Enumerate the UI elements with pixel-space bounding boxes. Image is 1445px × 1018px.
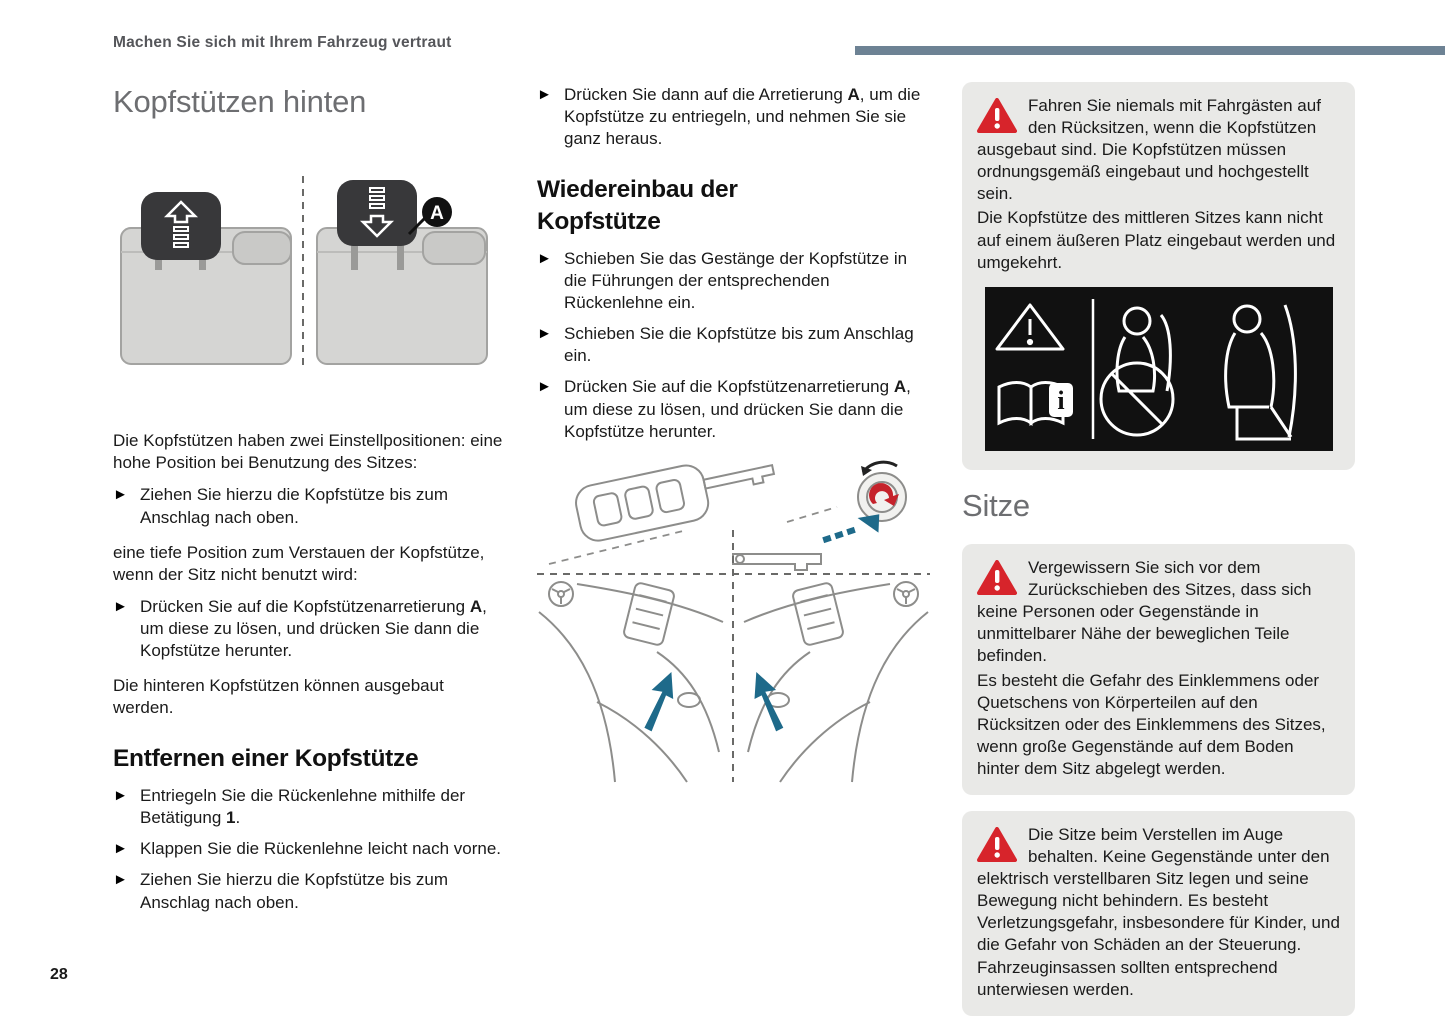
paragraph: Die Kopfstützen haben zwei Einstellpositionen: eine hohe Position bei Benutzung des Sitzes: [113, 431, 503, 473]
rear-headrest-illustration [113, 174, 495, 368]
bullet-text: Schieben Sie das Gestänge der Kopfstütze in die Führungen der entsprechenden Rückenlehne ein. [564, 248, 908, 313]
triangle-bullet-icon: ► [537, 378, 552, 396]
instruction-bullet [113, 484, 506, 528]
chapter-accent-bar [855, 46, 1445, 55]
warning-text: Vergewissern Sie sich vor dem Zurückschieben des Sitzes, dass sich keine Personen oder Gegenstände in unmittelbarer Nähe der beweglichen Teile befinden. [977, 558, 1312, 666]
warning-text: Die Sitze beim Verstellen im Auge behalten. Keine Gegenstände unter den elektrisch verstellbaren Sitz legen und seine Bewegung nicht behindern. Es besteht Verletzungsgefahr, insbesondere für Kinder, und die Gefahr von Schäden an der Steuerung. Fahrzeuginsassen sollten entsprechend unterwiesen werden. [977, 824, 1340, 999]
triangle-bullet-icon: ► [113, 871, 128, 889]
bullet-text: Ziehen Sie hierzu die Kopfstütze bis zum Anschlag nach oben. [140, 870, 449, 912]
triangle-bullet-icon: ► [113, 840, 128, 858]
triangle-bullet-icon: ► [113, 597, 128, 615]
triangle-bullet-icon: ► [113, 787, 128, 805]
bullet-text: Drücken Sie auf die Kopfstützenarretierung A, um diese zu lösen, und drücken Sie dann die Kopfstütze herunter. [140, 596, 487, 661]
bullet-text: Drücken Sie dann auf die Arretierung A, um die Kopfstütze zu entriegeln, und nehmen Sie sie ganz heraus. [564, 85, 921, 149]
triangle-bullet-icon: ► [113, 486, 128, 504]
paragraph: Die hinteren Kopfstützen können ausgebaut werden. [113, 676, 444, 718]
instruction-bullet [537, 84, 930, 150]
callout-a-label: A [430, 203, 444, 225]
bullet-text: Entriegeln Sie die Rückenlehne mithilfe der Betätigung 1. [140, 786, 466, 828]
instruction-bullet [113, 869, 506, 913]
column-middle [537, 82, 930, 784]
column-left [113, 82, 506, 923]
paragraph: eine tiefe Position zum Verstauen der Kopfstütze, wenn der Sitz nicht benutzt wird: [113, 542, 485, 584]
bullet-text: Schieben Sie die Kopfstütze bis zum Anschlag ein. [564, 324, 914, 366]
warning-triangle-icon [977, 560, 1017, 596]
signal-arrow-icon [822, 514, 882, 543]
bullet-text: Drücken Sie auf die Kopfstützenarretierung A, um diese zu lösen, und drücken Sie dann die Kopfstütze herunter. [564, 377, 911, 441]
warning-text: Es besteht die Gefahr des Einklemmens oder Quetschens von Körperteilen auf den Rücksitzen oder des Einklemmens des Sitzes, wenn große Gegenstände auf dem Boden hinter dem Sitz abgelegt werden. [977, 670, 1326, 778]
warning-triangle-icon [977, 98, 1017, 134]
section-title: Kopfstützen hinten [113, 84, 367, 119]
instruction-bullet [113, 785, 506, 829]
section-title-seats: Sitze [962, 487, 1030, 523]
instruction-bullet [537, 323, 930, 367]
chapter-header: Machen Sie sich mit Ihrem Fahrzeug vertraut [113, 34, 452, 51]
warning-triangle-icon [977, 827, 1017, 863]
instruction-bullet [113, 596, 506, 662]
warning-box-seat-movement [962, 544, 1355, 795]
subsection-heading-reinstall: Wiedereinbau der Kopfstütze [537, 176, 738, 236]
warning-box-seat-adjustment [962, 811, 1355, 1016]
warning-text: Fahren Sie niemals mit Fahrgästen auf den Rücksitzen, wenn die Kopfstützen ausgebaut sind. Die Kopfstützen müssen ordnungsgemäß eingebaut und hochgestellt sein. [977, 96, 1321, 204]
triangle-bullet-icon: ► [537, 325, 552, 343]
column-right [962, 82, 1355, 1018]
bullet-text: Klappen Sie die Rückenlehne leicht nach vorne. [140, 839, 502, 859]
pointer-arrow-left-icon [644, 672, 673, 731]
key-and-dashboard-illustration [537, 452, 930, 784]
warning-box-headrests [962, 82, 1355, 470]
bullet-text: Ziehen Sie hierzu die Kopfstütze bis zum Anschlag nach oben. [140, 485, 449, 527]
triangle-bullet-icon: ► [537, 86, 552, 103]
triangle-bullet-icon: ► [537, 249, 552, 267]
page-number: 28 [50, 966, 68, 983]
headrest-warning-pictogram [985, 287, 1333, 451]
info-glyph: i [1056, 385, 1065, 415]
instruction-bullet [537, 248, 930, 314]
instruction-bullet [537, 376, 930, 442]
warning-text: Die Kopfstütze des mittleren Sitzes kann nicht auf einem äußeren Platz eingebaut werden und umgekehrt. [977, 208, 1336, 272]
instruction-bullet [113, 838, 506, 860]
subsection-heading-remove: Entfernen einer Kopfstütze [113, 745, 419, 773]
